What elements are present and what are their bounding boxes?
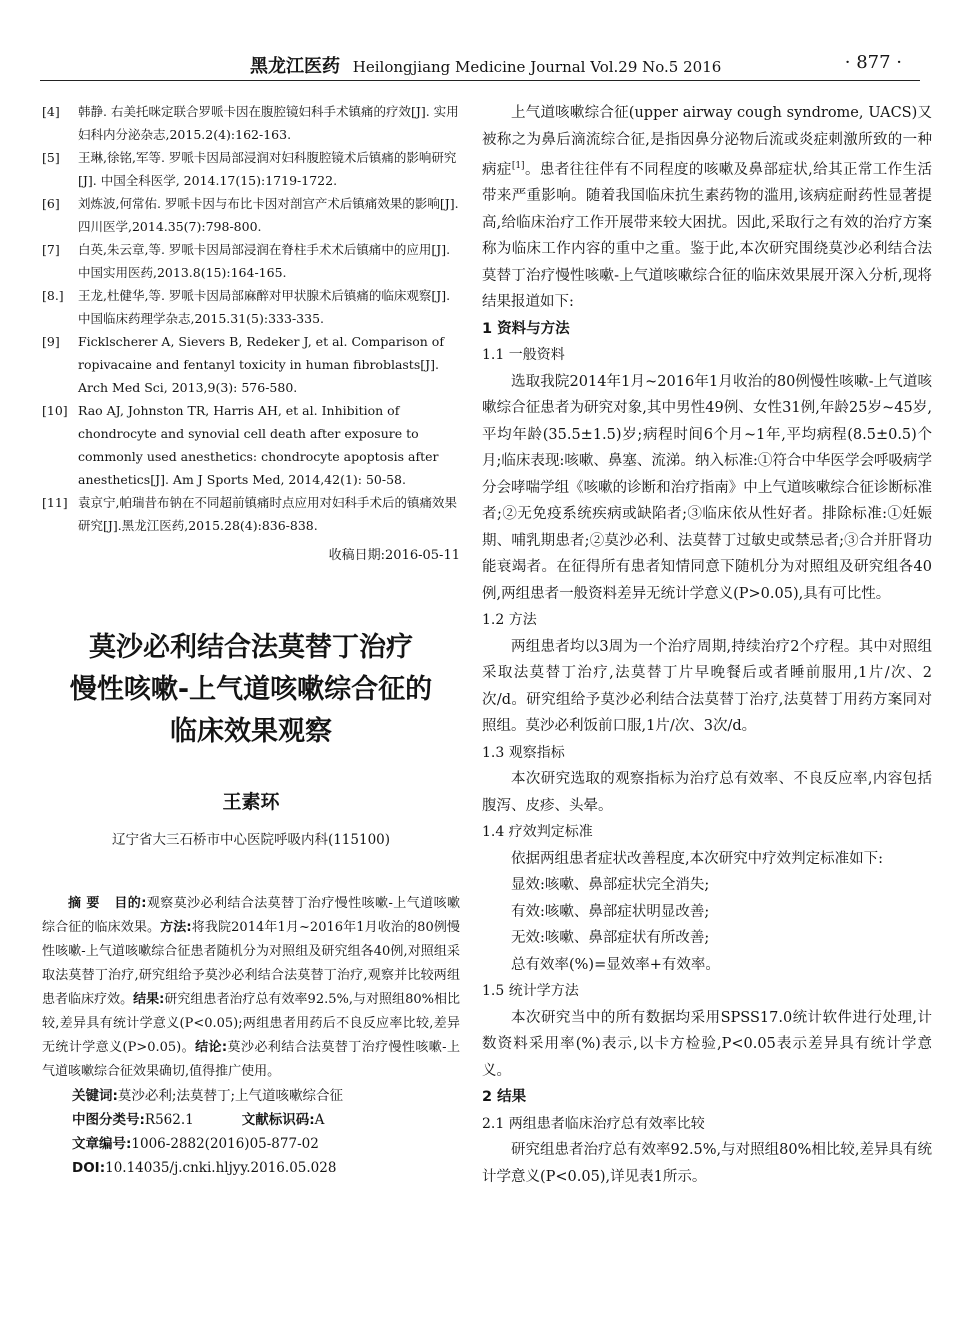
- abstract: [42, 892, 460, 1084]
- conclusion-label: 结论:: [195, 1040, 228, 1055]
- conclusion-text: 莫沙必利结合法莫替丁治疗慢性咳嗽-上气道咳嗽综合征效果确切,值得推广使用。: [42, 1040, 460, 1079]
- section-heading: 2 结果: [482, 1089, 527, 1106]
- indicators-paragraph: 本次研究选取的观察指标为治疗总有效率、不良反应率,内容包括腹泻、皮疹、头晕。: [482, 771, 932, 814]
- reference-text: 袁京宁,帕瑞昔布钠在不同超前镇痛时点应用对妇科手术后的镇痛效果研究[J].黑龙江医药,2015.28(4):836-838.: [78, 495, 457, 533]
- article-no-label: 文章编号:: [72, 1136, 132, 1152]
- article-no-value: 1006-2882(2016)05-877-02: [131, 1136, 319, 1152]
- reference-item: [42, 238, 460, 284]
- reference-number: [8.]: [42, 288, 64, 303]
- results-label: 结果:: [133, 992, 165, 1007]
- objective-label: 目的:: [114, 896, 147, 911]
- criteria-item: 有效:咳嗽、鼻部症状明显改善;: [511, 903, 710, 920]
- results-text: 研究组患者治疗总有效率92.5%,与对照组80%相比较,差异具有统计学意义(P<0.05);两组患者用药后不良反应率比较,差异无统计学意义(P>0.05)。: [42, 992, 460, 1055]
- right-column: [482, 100, 932, 1190]
- page-number: · 877 ·: [844, 52, 902, 73]
- article-number-line: [72, 1132, 460, 1156]
- keywords-value: 莫沙必利;法莫替丁;上气道咳嗽综合征: [117, 1088, 344, 1104]
- methods-text: 将我院2014年1月~2016年1月收治的80例慢性咳嗽-上气道咳嗽综合征患者随机分为对照组及研究组各40例,对照组采取法莫替丁治疗,研究组给予莫沙必利结合法莫替丁治疗,观察并比较两组患者临床疗效。: [42, 920, 460, 1007]
- criteria-item: 无效:咳嗽、鼻部症状有所改善;: [511, 930, 710, 947]
- methods-paragraph: 两组患者均以3周为一个治疗周期,持续治疗2个疗程。其中对照组采取法莫替丁治疗,法莫替丁片早晚餐后或者睡前服用,1片/次、2次/d。研究组给予莫沙必利结合法莫替丁治疗,法莫替丁用药方案同对照组。莫沙必利饭前口服,1片/次、3次/d。: [482, 638, 932, 735]
- reference-text: 韩静. 右美托咪定联合罗哌卡因在腹腔镜妇科手术镇痛的疗效[J]. 实用妇科内分泌杂志,2015.2(4):162-163.: [78, 104, 459, 142]
- subsection-heading: 2.1 两组患者临床治疗总有效率比较: [482, 1115, 705, 1132]
- results-paragraph: 研究组患者治疗总有效率92.5%,与对照组80%相比较,差异具有统计学意义(P<0.05),详见表1所示。: [482, 1142, 933, 1185]
- left-column: [42, 100, 460, 1180]
- subsection-heading: 1.3 观察指标: [482, 744, 565, 761]
- reference-item: [42, 491, 460, 537]
- author-affiliation: 辽宁省大三石桥市中心医院呼吸内科(115100): [111, 832, 391, 848]
- title-line: 莫沙必利结合法莫替丁治疗: [89, 632, 413, 663]
- clc-label: 中图分类号:: [72, 1112, 145, 1128]
- reference-item: [42, 284, 460, 330]
- subsection-heading: 1.4 疗效判定标准: [482, 824, 593, 841]
- classification-line: [72, 1108, 460, 1132]
- keywords-label: 关键词:: [72, 1088, 118, 1104]
- reference-list: [42, 100, 460, 537]
- reference-number: [7]: [42, 242, 60, 257]
- doccode-label: 文献标识码:: [241, 1112, 315, 1128]
- abstract-label: 摘 要: [68, 896, 100, 911]
- doi-value: 10.14035/j.cnki.hljyy.2016.05.028: [105, 1160, 337, 1176]
- journal-info: [250, 52, 721, 78]
- article-meta: [72, 1084, 460, 1180]
- reference-text: Rao AJ, Johnston TR, Harris AH, et al. Inhibition of chondrocyte and synovial cell death after exposure to commonly used anesthetics: chondrocyte apoptosis after anesthetics[J]. Am J Sports Med, 2014,42(1): 50-58.: [78, 403, 439, 487]
- citation-ref: [1]: [511, 161, 525, 171]
- criteria-item: 总有效率(%)=显效率+有效率。: [511, 956, 720, 973]
- criteria-paragraph: 依据两组患者症状改善程度,本次研究中疗效判定标准如下:: [511, 850, 883, 867]
- reference-item: [42, 330, 460, 399]
- clc-value: R562.1: [144, 1112, 194, 1128]
- reference-number: [5]: [42, 150, 60, 165]
- criteria-item: 显效:咳嗽、鼻部症状完全消失;: [511, 877, 710, 894]
- reference-number: [10]: [42, 403, 68, 418]
- doi-line: [72, 1156, 460, 1180]
- journal-name-cn: 黑龙江医药: [250, 56, 340, 77]
- article-title: [42, 627, 460, 753]
- header-rule: [40, 80, 920, 81]
- intro-text-b: 。患者往往伴有不同程度的咳嗽及鼻部症状,给其正常工作生活带来严重影响。随着我国临床抗生素药物的滥用,该病症耐药性显著提高,给临床治疗工作开展带来较大困扰。因此,采取行之有效的治疗方案称为临床工作内容的重中之重。鉴于此,本次研究围绕莫沙必利结合法莫替丁治疗慢性咳嗽-上气道咳嗽综合征的临床效果展开深入分析,现将结果报道如下:: [482, 161, 933, 311]
- doccode-value: A: [314, 1112, 325, 1128]
- reference-number: [4]: [42, 104, 60, 119]
- reference-text: 王龙,杜健华,等. 罗哌卡因局部麻醉对甲状腺术后镇痛的临床观察[J]. 中国临床药理学杂志,2015.31(5):333-335.: [78, 288, 451, 326]
- author-name: 王素环: [222, 791, 280, 813]
- title-line: 慢性咳嗽-上气道咳嗽综合征的: [69, 674, 433, 705]
- reference-text: 刘炼波,何常佑. 罗哌卡因与布比卡因对剖宫产术后镇痛效果的影响[J]. 四川医学,2014.35(7):798-800.: [78, 196, 459, 234]
- reference-text: 白英,朱云章,等. 罗哌卡因局部浸润在脊柱手术术后镇痛中的应用[J]. 中国实用医药,2013.8(15):164-165.: [78, 242, 451, 280]
- reference-text: Ficklscherer A, Sievers B, Redeker J, et al. Comparison of ropivacaine and fentanyl toxicity in human fibroblasts[J]. Arch Med Sci, 2013,9(3): 576-580.: [78, 334, 444, 395]
- journal-name-en: Heilongjiang Medicine Journal Vol.29 No.5 2016: [352, 58, 722, 76]
- keywords-line: [72, 1084, 460, 1108]
- intro-text-a: 上气道咳嗽综合征(upper airway cough syndrome, UACS)又被称之为鼻后滴流综合征,是指因鼻分泌物后流或炎症刺激所致的一种病症: [482, 105, 932, 178]
- reference-number: [9]: [42, 334, 60, 349]
- received-date: 收稿日期:2016-05-11: [328, 548, 460, 563]
- methods-label: 方法:: [160, 920, 192, 935]
- section-heading: 1 资料与方法: [482, 320, 570, 337]
- running-header: [40, 44, 920, 80]
- general-data-paragraph: 选取我院2014年1月~2016年1月收治的80例慢性咳嗽-上气道咳嗽综合征患者为研究对象,其中男性49例、女性31例,年龄25岁~45岁,平均年龄(35.5±1.5)岁;病程时间6个月~1年,平均病程(8.5±0.5)个月;临床表现:咳嗽、鼻塞、流涕。纳入标准:①符合中华医学会呼吸病学分会哮喘学组《咳嗽的诊断和治疗指南》中上气道咳嗽综合征诊断标准者;②无免疫系统疾病或缺陷者;③临床依从性好者。排除标准:①妊娠期、哺乳期患者;②莫沙必利、法莫替丁过敏史或禁忌者;③合并肝肾功能衰竭者。在征得所有患者知情同意下随机分为对照组及研究组各40例,两组患者一般资料差异无统计学意义(P>0.05),具有可比性。: [482, 373, 932, 602]
- statistics-paragraph: 本次研究当中的所有数据均采用SPSS17.0统计软件进行处理,计数资料采用率(%)表示,以卡方检验,P<0.05表示差异具有统计学意义。: [482, 1009, 932, 1079]
- title-line: 临床效果观察: [170, 716, 332, 747]
- subsection-heading: 1.1 一般资料: [482, 347, 565, 364]
- objective-text: 观察莫沙必利结合法莫替丁治疗慢性咳嗽-上气道咳嗽综合征的临床效果。: [42, 896, 460, 935]
- subsection-heading: 1.5 统计学方法: [482, 983, 579, 1000]
- intro-paragraph: [482, 100, 932, 316]
- subsection-heading: 1.2 方法: [482, 612, 537, 629]
- reference-number: [11]: [42, 495, 68, 510]
- doi-label: DOI:: [72, 1160, 106, 1176]
- reference-number: [6]: [42, 196, 60, 211]
- reference-item: [42, 146, 460, 192]
- reference-item: [42, 399, 460, 491]
- reference-item: [42, 192, 460, 238]
- reference-item: [42, 100, 460, 146]
- reference-text: 王琳,徐铭,军等. 罗哌卡因局部浸润对妇科腹腔镜术后镇痛的影响研究[J]. 中国全科医学, 2014.17(15):1719-1722.: [78, 150, 457, 188]
